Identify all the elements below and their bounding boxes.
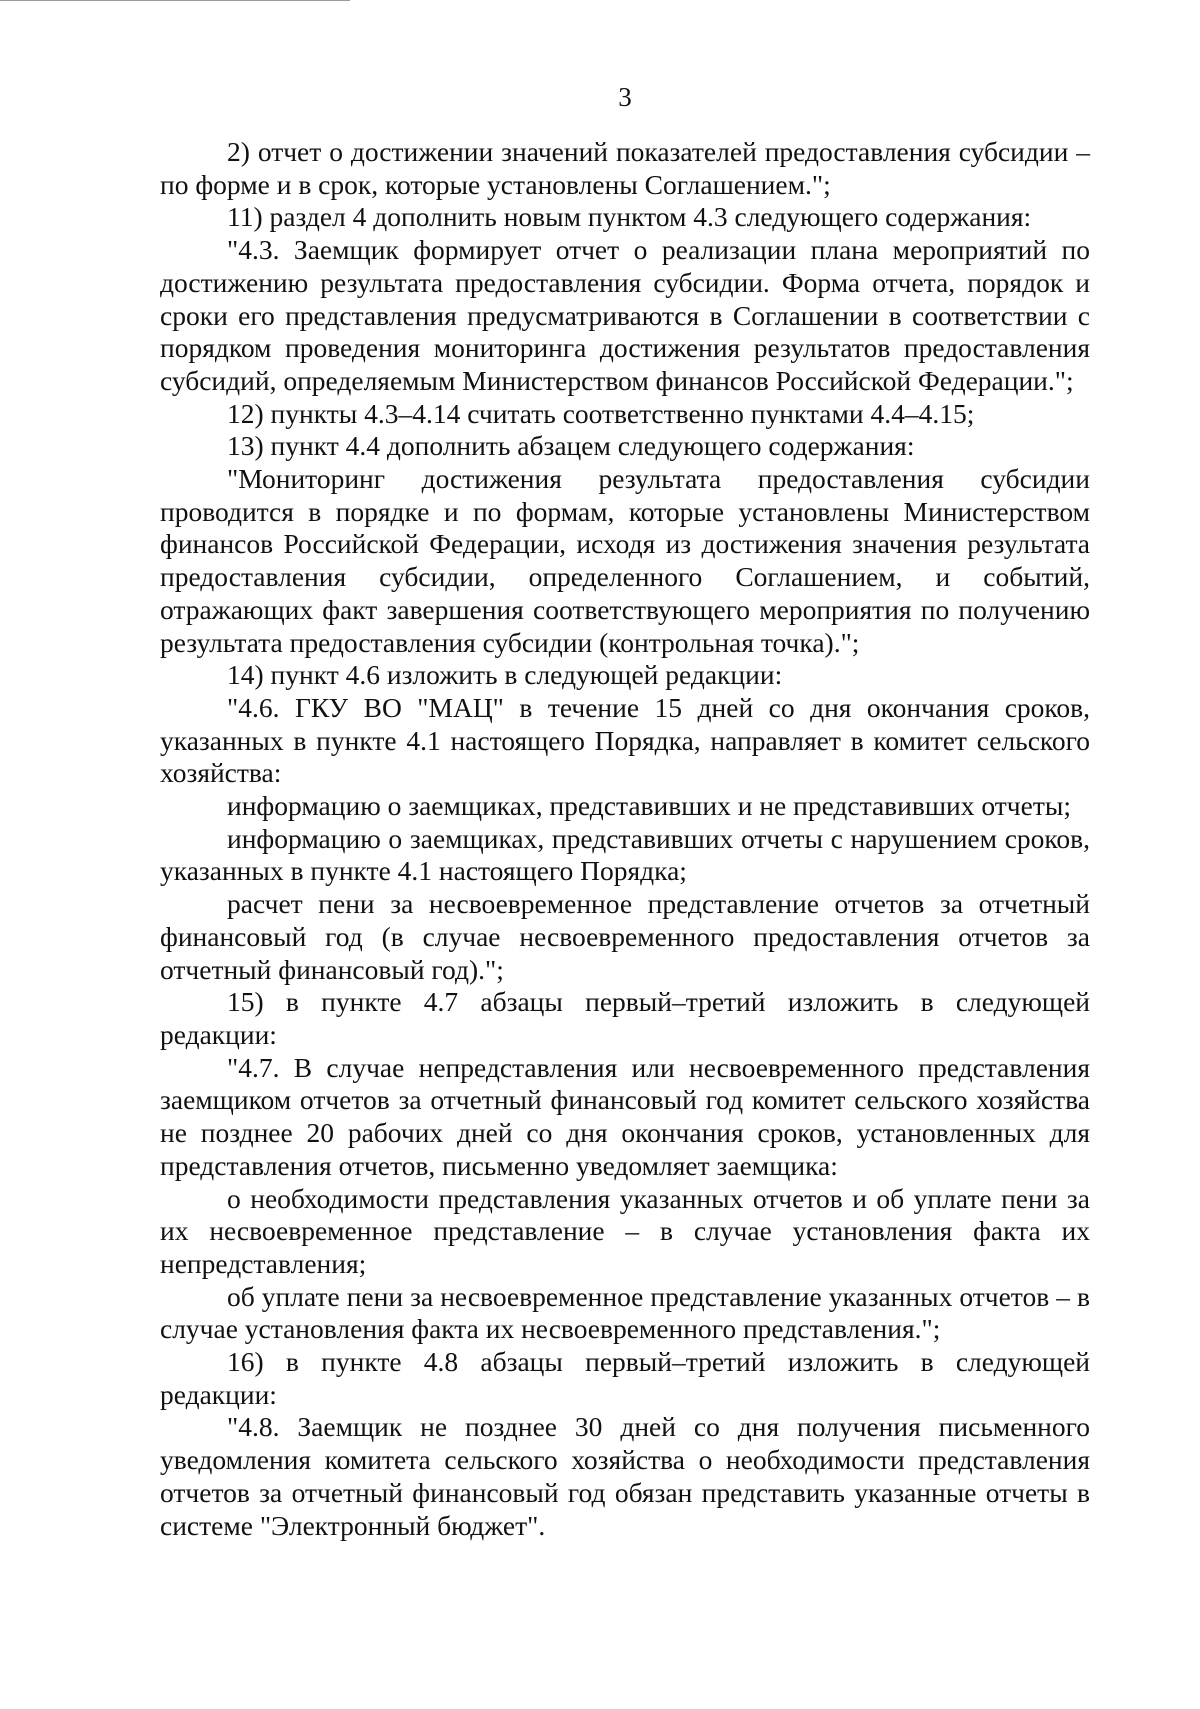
- paragraph-item-2: 2) отчет о достижении значений показателей предоставления субсидии – по форме и в срок, которые установлены Соглашением.";: [160, 136, 1090, 200]
- document-body: [160, 136, 1090, 1542]
- scan-edge-line: [0, 0, 350, 1]
- paragraph-info-reports: информацию о заемщиках, представивших и не представивших отчеты;: [227, 790, 1071, 822]
- paragraph-item-15: 15) в пункте 4.7 абзацы первый–третий изложить в следующей редакции:: [160, 986, 1090, 1050]
- paragraph-info-violations: информацию о заемщиках, представивших отчеты с нарушением сроков, указанных в пункте 4.1 настоящего Порядка;: [160, 822, 1090, 887]
- paragraph-item-12: 12) пункты 4.3–4.14 считать соответственно пунктами 4.4–4.15;: [227, 397, 975, 429]
- paragraph-quote-4-7: "4.7. В случае непредставления или несвоевременного представления заемщиком отчетов за отчетный финансовый год комитет сельского хозяйства не позднее 20 рабочих дней со дня окончания сроков, установленных для представления отчетов, письменно уведомляет заемщика:: [160, 1051, 1090, 1181]
- paragraph-item-13: 13) пункт 4.4 дополнить абзацем следующего содержания:: [227, 430, 915, 462]
- paragraph-penalty-payment: об уплате пени за несвоевременное представление указанных отчетов – в случае установления факта их несвоевременного представления.";: [160, 1280, 1090, 1345]
- paragraph-quote-4-3: "4.3. Заемщик формирует отчет о реализации плана мероприятий по достижению результата предоставления субсидии. Форма отчета, порядок и сроки его представления предусматриваются в Соглашении в соответствии с порядком проведения мониторинга достижения результатов предоставления субсидий, определяемым Министерством финансов Российской Федерации.";: [160, 234, 1090, 396]
- paragraph-penalty-calculation: расчет пени за несвоевременное представление отчетов за отчетный финансовый год (в случае несвоевременного предоставления отчетов за отчетный финансовый год).";: [160, 888, 1090, 985]
- page-number: 3: [618, 82, 632, 112]
- paragraph-quote-4-6: "4.6. ГКУ ВО "МАЦ" в течение 15 дней со дня окончания сроков, указанных в пункте 4.1 настоящего Порядка, направляет в комитет сельского хозяйства:: [160, 691, 1090, 789]
- paragraph-necessity-notice: о необходимости представления указанных отчетов и об уплате пени за их несвоевременное представление – в случае установления факта их непредставления;: [160, 1182, 1090, 1279]
- paragraph-quote-4-8: "4.8. Заемщик не позднее 30 дней со дня получения письменного уведомления комитета сельского хозяйства о необходимости представления отчетов за отчетный финансовый год обязан представить указанные отчеты в системе "Электронный бюджет".: [160, 1411, 1090, 1541]
- paragraph-item-11: 11) раздел 4 дополнить новым пунктом 4.3 следующего содержания:: [227, 201, 1032, 233]
- paragraph-quote-monitoring: "Мониторинг достижения результата предоставления субсидии проводится в порядке и по формам, которые установлены Министерством финансов Российской Федерации, исходя из достижения значения результата предоставления субсидии, определенного Соглашением, и событий, отражающих факт завершения соответствующего мероприятия по получению результата предоставления субсидии (контрольная точка).";: [160, 463, 1090, 658]
- paragraph-item-14: 14) пункт 4.6 изложить в следующей редакции:: [227, 659, 783, 691]
- paragraph-item-16: 16) в пункте 4.8 абзацы первый–третий изложить в следующей редакции:: [160, 1346, 1090, 1410]
